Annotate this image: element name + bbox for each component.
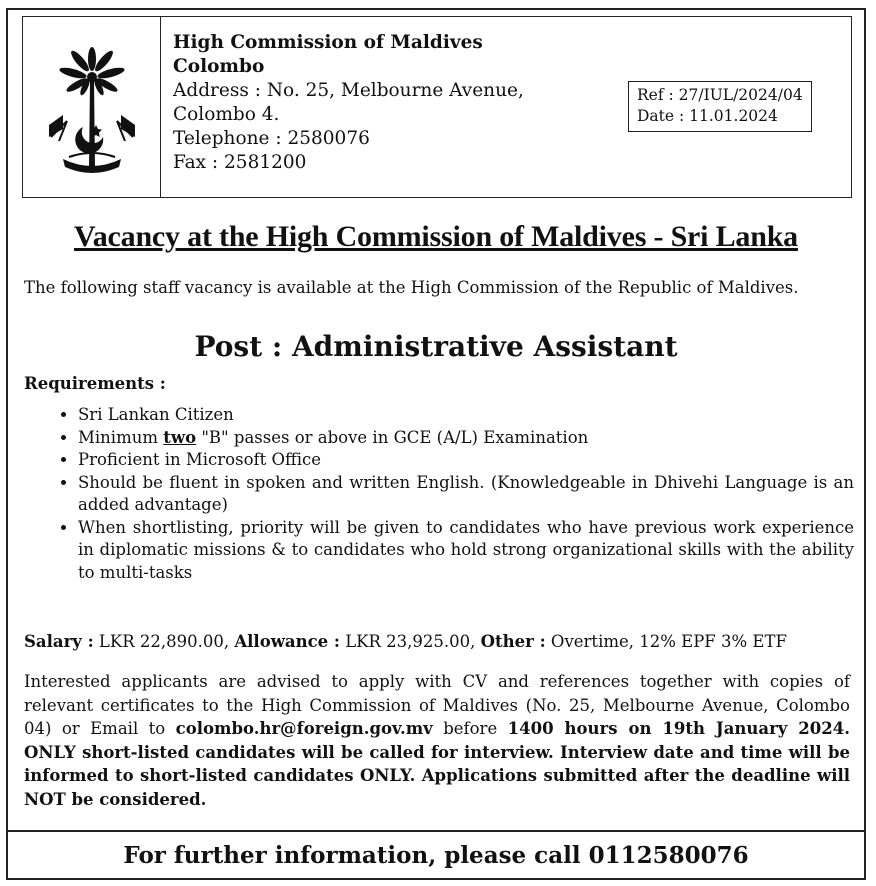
requirement-item (78, 472, 854, 517)
requirement-item (78, 449, 854, 472)
application-deadline: 1400 hours on 19th January 2024. ONLY short-listed candidates will be called for interview. Interview date and time will be informed to short-listed candidates ONLY. Applications submitted after the deadline will NOT be considered. (24, 719, 850, 809)
requirement-item (78, 517, 854, 585)
address-line1: Address : No. 25, Melbourne Avenue, (173, 80, 524, 101)
compensation-line (24, 630, 854, 653)
requirement-emphasis: two (163, 427, 197, 447)
application-text: Interested applicants are advised to apply with CV and references together with copies of relevant certificates to the High Commission of Maldives (No. 25, Melbourne Avenue, Colombo 04) or Email to (24, 672, 850, 738)
requirement-item (78, 404, 854, 427)
requirement-text: Proficient in Microsoft Office (78, 450, 322, 469)
allowance-label: Allowance : (234, 632, 340, 651)
org-details (173, 31, 524, 175)
reference-date: Date : 11.01.2024 (637, 107, 778, 125)
requirements-heading: Requirements : (24, 374, 166, 393)
requirement-text: "B" passes or above in GCE (A/L) Examination (196, 427, 589, 447)
post-title: Post : Administrative Assistant (194, 330, 678, 363)
salary-label: Salary : (24, 632, 94, 651)
reference-box (628, 81, 812, 132)
emblem-cell (23, 17, 161, 197)
other-label: Other : (480, 632, 546, 651)
fax: Fax : 2581200 (173, 152, 307, 173)
org-name: High Commission of Maldives (173, 32, 483, 53)
vacancy-notice (6, 8, 866, 880)
notice-title: Vacancy at the High Commission of Maldives - Sri Lanka (74, 220, 798, 253)
intro-paragraph: The following staff vacancy is available at the High Commission of the Republic of Maldives. (24, 278, 799, 297)
application-text: before (432, 719, 508, 738)
application-email: colombo.hr@foreign.gov.mv (175, 719, 433, 738)
requirement-text: When shortlisting, priority will be given to candidates who have previous work experience in diplomatic missions & to candidates who hold strong organizational skills with the ability to multi-tasks (78, 517, 854, 582)
requirements-list (24, 404, 854, 584)
org-city: Colombo (173, 56, 265, 77)
telephone: Telephone : 2580076 (173, 128, 370, 149)
address-line2: Colombo 4. (173, 104, 280, 125)
requirement-text: Sri Lankan Citizen (78, 405, 234, 424)
requirement-text: Should be fluent in spoken and written English. (Knowledgeable in Dhivehi Language is an added advantage) (78, 472, 854, 514)
footer-contact: For further information, please call 0112580076 (8, 830, 864, 880)
letterhead (22, 16, 852, 198)
allowance-value: LKR 23,925.00, (339, 632, 481, 651)
reference-number: Ref : 27/IUL/2024/04 (637, 86, 803, 104)
application-paragraph (24, 670, 850, 811)
requirement-text: Minimum (78, 427, 164, 447)
salary-value: LKR 22,890.00, (93, 632, 235, 651)
other-value: Overtime, 12% EPF 3% ETF (545, 632, 787, 651)
maldives-emblem-icon (33, 37, 151, 187)
requirement-item (78, 427, 854, 450)
